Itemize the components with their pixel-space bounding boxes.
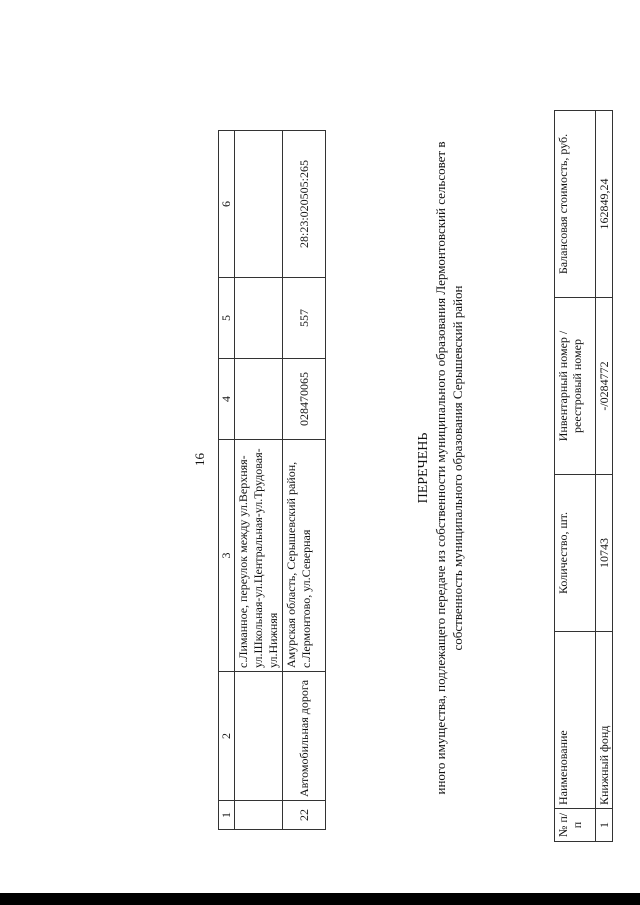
cell-value: 162849,24 xyxy=(596,111,613,298)
table-header-row xyxy=(219,131,235,830)
section-subtitle-line-1: иного имущества, подлежащего передаче из собственности муниципального образования Лермонтовский сельсовет в xyxy=(433,141,448,795)
cell-name: Книжный фонд xyxy=(596,632,613,809)
scan-bottom-edge xyxy=(0,893,640,905)
other-property-table xyxy=(554,110,613,842)
page-number: 16 xyxy=(192,453,207,466)
table-row xyxy=(283,131,326,830)
cell-length xyxy=(235,278,283,359)
header-cell: 4 xyxy=(219,359,235,440)
section-subtitle-line-2: собственность муниципального образования Серышевский район xyxy=(450,285,465,651)
table-row xyxy=(235,131,283,830)
header-cell: 3 xyxy=(219,440,235,672)
header-cell: 1 xyxy=(219,801,235,830)
cell-inventory: 028470065 xyxy=(283,359,326,440)
cell-address: с.Лиманное, переулок между ул.Верхняя-ул.Школьная-ул.Центральная-ул.Трудовая-ул.Нижняя xyxy=(235,440,283,672)
cell-number: 1 xyxy=(596,809,613,842)
cell-cadastral xyxy=(235,131,283,278)
cell-name: Автомобильная дорога xyxy=(283,672,326,801)
header-cell: 2 xyxy=(219,672,235,801)
header-cell-inventory: Инвентарный номер / реестровый номер xyxy=(555,298,596,475)
property-table xyxy=(218,130,326,830)
header-cell-value: Балансовая стоимость, руб. xyxy=(555,111,596,298)
section-title: ПЕРЕЧЕНЬ xyxy=(416,432,431,504)
table-row xyxy=(596,111,613,842)
cell-number: 22 xyxy=(283,801,326,830)
cell-inventory xyxy=(235,359,283,440)
header-cell: 5 xyxy=(219,278,235,359)
cell-quantity: 10743 xyxy=(596,475,613,632)
rotated-page xyxy=(10,0,630,878)
header-cell-quantity: Количество, шт. xyxy=(555,475,596,632)
cell-name xyxy=(235,672,283,801)
header-cell-name: Наименование xyxy=(555,632,596,809)
cell-address: Амурская область, Серышевский район, с.Лермонтово, ул.Северная xyxy=(283,440,326,672)
header-cell-number: № п/п xyxy=(555,809,596,842)
table-header-row xyxy=(555,111,596,842)
cell-inventory: -/0284772 xyxy=(596,298,613,475)
header-cell: 6 xyxy=(219,131,235,278)
cell-length: 557 xyxy=(283,278,326,359)
cell-number xyxy=(235,801,283,830)
cell-cadastral: 28:23:020505:265 xyxy=(283,131,326,278)
